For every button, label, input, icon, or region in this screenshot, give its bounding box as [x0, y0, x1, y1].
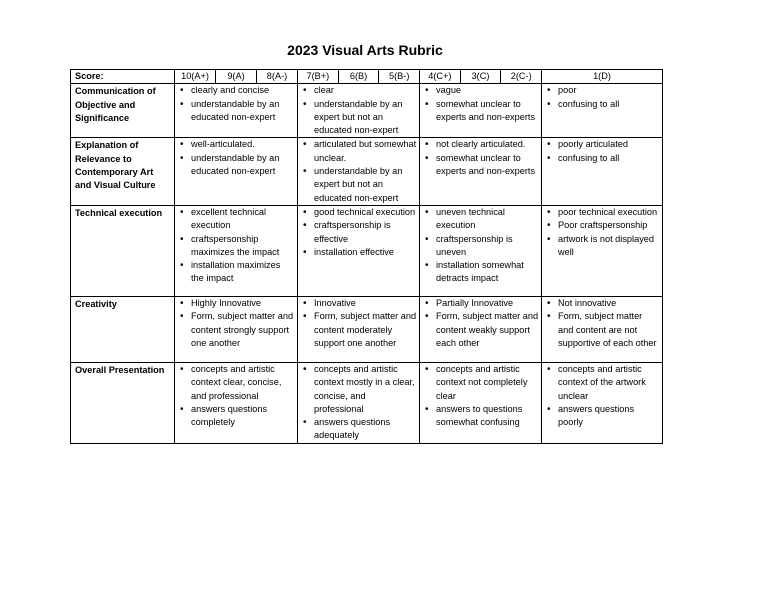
descriptor-list [542, 363, 662, 429]
descriptor-item: • Form, subject matter and content are not supportive of each other [545, 310, 660, 350]
level-cell [420, 362, 542, 443]
level-cell [542, 138, 663, 205]
descriptor-item: • Highly Innovative [178, 297, 295, 310]
descriptor-item: • answers questions poorly [545, 403, 660, 430]
descriptor-item: • Form, subject matter and content weakly support each other [423, 310, 539, 350]
score-header-row [71, 70, 663, 84]
descriptor-item: • artwork is not displayed well [545, 233, 660, 260]
level-cell [298, 296, 420, 362]
descriptor-list [542, 84, 662, 111]
descriptor-item: • concepts and artistic context not completely clear [423, 363, 539, 403]
criterion-row [71, 205, 663, 296]
descriptor-item: • craftspersonship is uneven [423, 233, 539, 260]
criterion-label: Explanation of Relevance to Contemporary Art and Visual Culture [71, 138, 175, 205]
descriptor-item: • Form, subject matter and content moderately support one another [301, 310, 417, 350]
score-label: Score: [71, 70, 175, 84]
score-heading: 3(C) [460, 70, 501, 83]
descriptor-item: • answers questions adequately [301, 416, 417, 443]
descriptor-item: • installation maximizes the impact [178, 259, 295, 286]
descriptor-item: • installation effective [301, 246, 417, 259]
level-cell [298, 84, 420, 138]
descriptor-item: • concepts and artistic context mostly in a clear, concise, and professional [301, 363, 417, 416]
score-heading: 2(C-) [500, 70, 541, 83]
descriptor-list [175, 363, 297, 429]
descriptor-list [420, 138, 541, 178]
descriptor-item: • answers questions completely [178, 403, 295, 430]
descriptor-item: • understandable by an expert but not an educated non-expert [301, 98, 417, 138]
descriptor-list [175, 138, 297, 178]
score-heading: 7(B+) [306, 71, 330, 81]
level-cell [298, 205, 420, 296]
level-cell [542, 84, 663, 138]
level-cell [175, 138, 298, 205]
descriptor-item: • well-articulated. [178, 138, 295, 151]
criterion-label: Communication of Objective and Significance [71, 84, 175, 138]
descriptor-item: • Form, subject matter and content strongly support one another [178, 310, 295, 350]
rubric-table [70, 69, 663, 444]
descriptor-item: • Innovative [301, 297, 417, 310]
level-cell [298, 138, 420, 205]
descriptor-item: • not clearly articulated. [423, 138, 539, 151]
descriptor-list [298, 138, 419, 204]
criterion-label: Technical execution [71, 205, 175, 296]
criterion-label: Creativity [71, 296, 175, 362]
criterion-row [71, 296, 663, 362]
page-title: 2023 Visual Arts Rubric [287, 42, 443, 58]
descriptor-item: • clearly and concise [178, 84, 295, 97]
descriptor-item: • somewhat unclear to experts and non-experts [423, 152, 539, 179]
descriptor-list [298, 84, 419, 137]
score-group [175, 70, 298, 84]
descriptor-item: • articulated but somewhat unclear. [301, 138, 417, 165]
descriptor-item: • somewhat unclear to experts and non-experts [423, 98, 539, 125]
level-cell [420, 84, 542, 138]
descriptor-item: • excellent technical execution [178, 206, 295, 233]
criterion-row [71, 84, 663, 138]
descriptor-list [420, 363, 541, 429]
level-cell [175, 362, 298, 443]
descriptor-item: • understandable by an expert but not an educated non-expert [301, 165, 417, 205]
score-heading: 6(B) [338, 70, 379, 83]
descriptor-item: • confusing to all [545, 98, 660, 111]
descriptor-list [542, 297, 662, 350]
level-cell [542, 362, 663, 443]
level-cell [420, 205, 542, 296]
score-heading: 4(C+) [428, 71, 452, 81]
level-cell [175, 205, 298, 296]
descriptor-list [542, 206, 662, 259]
score-heading: 5(B-) [378, 70, 419, 83]
descriptor-list [542, 138, 662, 165]
descriptor-item: • poor technical execution [545, 206, 660, 219]
descriptor-item: • Not innovative [545, 297, 660, 310]
descriptor-list [420, 84, 541, 124]
score-heading: 10(A+) [181, 71, 209, 81]
score-group [298, 70, 420, 84]
descriptor-list [298, 363, 419, 443]
descriptor-item: • understandable by an educated non-expert [178, 152, 295, 179]
descriptor-item: • understandable by an educated non-expert [178, 98, 295, 125]
level-cell [298, 362, 420, 443]
score-group [420, 70, 542, 84]
level-cell [175, 84, 298, 138]
descriptor-item: • vague [423, 84, 539, 97]
descriptor-item: • poor [545, 84, 660, 97]
descriptor-list [420, 206, 541, 286]
score-group [542, 70, 663, 84]
level-cell [420, 138, 542, 205]
descriptor-item: • Partially Innovative [423, 297, 539, 310]
level-cell [542, 205, 663, 296]
descriptor-list [298, 297, 419, 350]
descriptor-list [175, 297, 297, 350]
descriptor-list [175, 84, 297, 124]
descriptor-list [298, 206, 419, 259]
level-cell [542, 296, 663, 362]
score-heading: 9(A) [215, 70, 256, 83]
descriptor-item: • craftspersonship is effective [301, 219, 417, 246]
criterion-label: Overall Presentation [71, 362, 175, 443]
criterion-row [71, 362, 663, 443]
descriptor-item: • installation somewhat detracts impact [423, 259, 539, 286]
descriptor-item: • poorly articulated [545, 138, 660, 151]
score-heading: 8(A-) [256, 70, 297, 83]
descriptor-list [420, 297, 541, 350]
descriptor-item: • Poor craftspersonship [545, 219, 660, 232]
descriptor-item: • confusing to all [545, 152, 660, 165]
descriptor-item: • craftspersonship maximizes the impact [178, 233, 295, 260]
level-cell [175, 296, 298, 362]
descriptor-item: • good technical execution [301, 206, 417, 219]
descriptor-item: • concepts and artistic context of the artwork unclear [545, 363, 660, 403]
score-heading: 1(D) [593, 71, 611, 81]
level-cell [420, 296, 542, 362]
descriptor-item: • concepts and artistic context clear, concise, and professional [178, 363, 295, 403]
descriptor-item: • uneven technical execution [423, 206, 539, 233]
descriptor-list [175, 206, 297, 286]
criterion-row [71, 138, 663, 205]
descriptor-item: • clear [301, 84, 417, 97]
descriptor-item: • answers to questions somewhat confusing [423, 403, 539, 430]
